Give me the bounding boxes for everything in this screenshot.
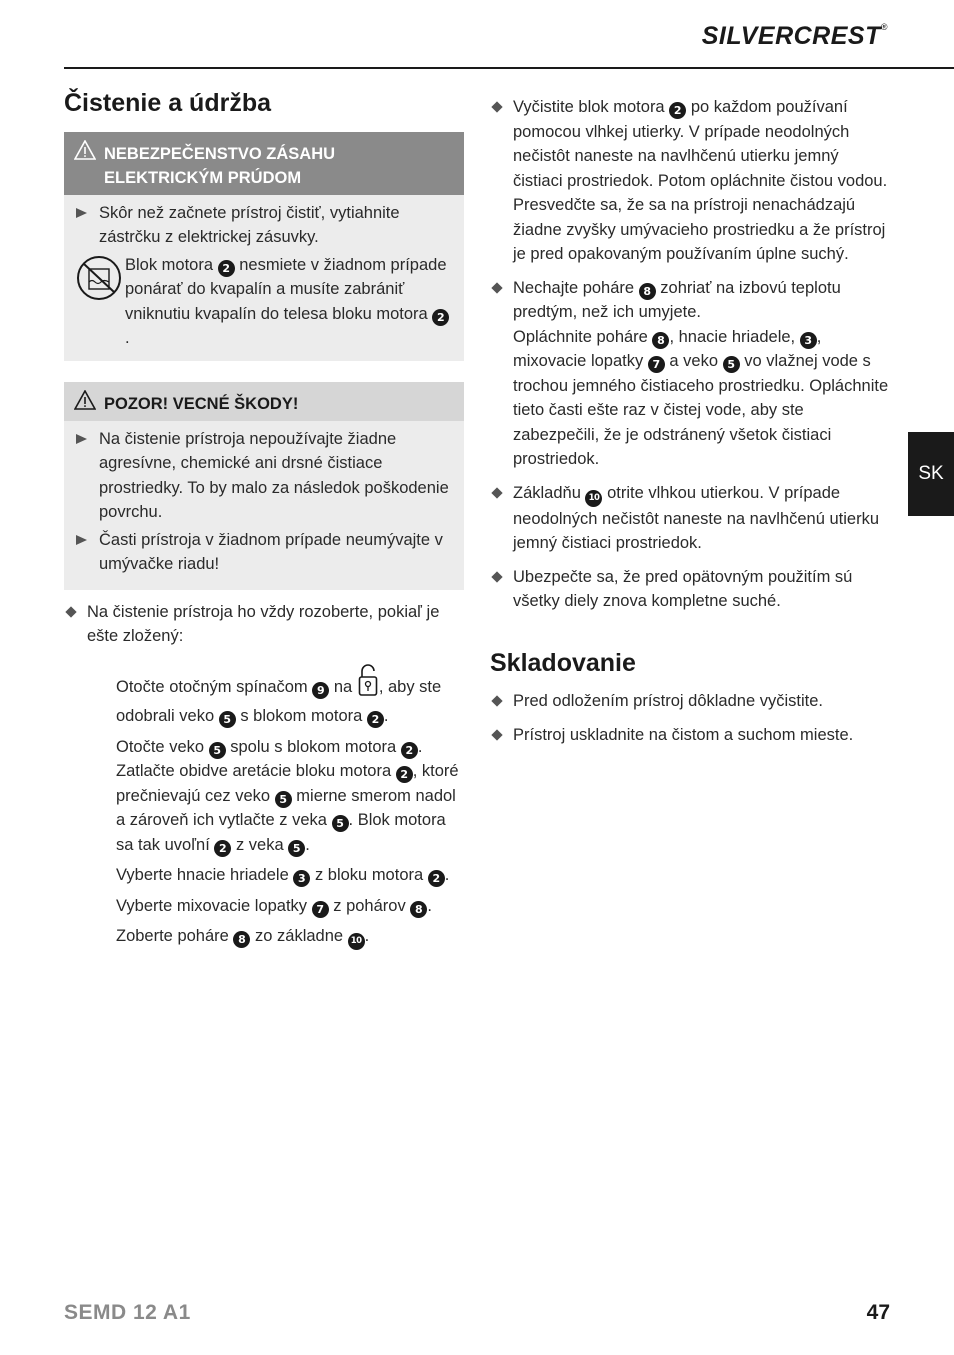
brand-logo: SILVERCREST® (701, 22, 888, 50)
step-1: Otočte otočným spínačom 9 na , aby ste odobrali veko 5 s blokom motora 2 . (116, 663, 464, 729)
language-tab: SK (908, 432, 954, 516)
right-column (490, 95, 892, 756)
no-immersion-notice: Blok motora 2 nesmiete v žiadnom prípade ponárať do kvapalín a musíte zabrániť vniknutiu kvapalín do telesa bloku motora 2. (76, 253, 452, 351)
left-column (64, 90, 464, 956)
unlock-icon (358, 663, 378, 705)
warning-damage-heading: POZOR! VECNÉ ŠKODY! (64, 382, 464, 421)
page-number: 47 (866, 1301, 890, 1324)
warning-triangle-icon (74, 390, 96, 417)
list-item: Prístroj uskladnite na čistom a suchom mieste. (490, 723, 892, 748)
warning-property-damage (64, 382, 464, 590)
list-item: Vyčistite blok motora 2 po každom používaní pomocou vlhkej utierky. V prípade neodolných nečistôt naneste na navlhčenú utierku jemný čistiaci prostriedok. Potom opláchnite čistou vodou. Presvedčte sa, že sa na prístroji nenachádzajú žiadne zvyšky umývacieho prostriedku a že prístroj je pred opakovaným používaním úplne suchý. (490, 95, 892, 267)
list-item: Na čistenie prístroja nepoužívajte žiadne agresívne, chemické ani drsné čistiace prostriedky. To by malo za následok poškodenie povrchu. (76, 427, 452, 525)
list-item: Skôr než začnete prístroj čistiť, vytiahnite zástrčku z elektrickej zásuvky. (76, 201, 452, 250)
header-rule (64, 67, 954, 69)
warning-electric-shock (64, 132, 464, 361)
list-item: Pred odložením prístroj dôkladne vyčistite. (490, 689, 892, 714)
list-item: Na čistenie prístroja ho vždy rozoberte, pokiaľ je ešte zložený: (64, 600, 464, 649)
list-item: Ubezpečte sa, že pred opätovným použitím sú všetky diely znova kompletne suché. (490, 565, 892, 614)
section-title-storage: Skladovanie (490, 648, 636, 677)
step-4: Vyberte mixovacie lopatky 7 z pohárov 8 . (116, 896, 432, 916)
step-5: Zoberte poháre 8 zo základne 10 . (116, 924, 464, 950)
footer-model: SEMD 12 A1 (64, 1301, 191, 1324)
no-immersion-icon (76, 255, 122, 309)
disassembly-steps (64, 663, 464, 951)
warning-triangle-icon (74, 140, 96, 167)
step-3: Vyberte hnacie hriadele 3 z bloku motora 2 . (116, 866, 450, 885)
section-title-cleaning: Čistenie a údržba (64, 89, 271, 117)
list-item: Nechajte poháre 8 zohriať na izbovú teplotu predtým, než ich umyjete. Opláchnite poháre 8 , hnacie hriadele, 3 , mixovacie lopatky 7 a veko 5 vo vlažnej vode s trochou jemného čistiaceho prostriedku. Opláchnite tieto časti ešte raz v čistej vode, aby ste zabezpečili, že je odstránený všetok čistiaci prostriedok. (490, 276, 892, 472)
list-item: Časti prístroja v žiadnom prípade neumývajte v umývačke riadu! (76, 528, 452, 577)
part-number-badge: 2 (432, 309, 449, 326)
list-item: Základňu 10 otrite vlhkou utierkou. V prípade neodolných nečistôt naneste na navlhčenú utierku jemný čistiaci prostriedok. (490, 481, 892, 556)
warning-electric-heading: NEBEZPEČENSTVO ZÁSAHU ELEKTRICKÝM PRÚDOM (64, 132, 464, 195)
part-number-badge: 2 (218, 260, 235, 277)
step-2: Otočte veko 5 spolu s blokom motora 2 . Zatlačte obidve aretácie bloku motora 2 , ktoré prečnievajú cez veko 5 mierne smerom nadol a zároveň ich vytlačte z veka 5 . Blok motora sa tak uvoľní 2 z veka 5 . (116, 737, 459, 855)
